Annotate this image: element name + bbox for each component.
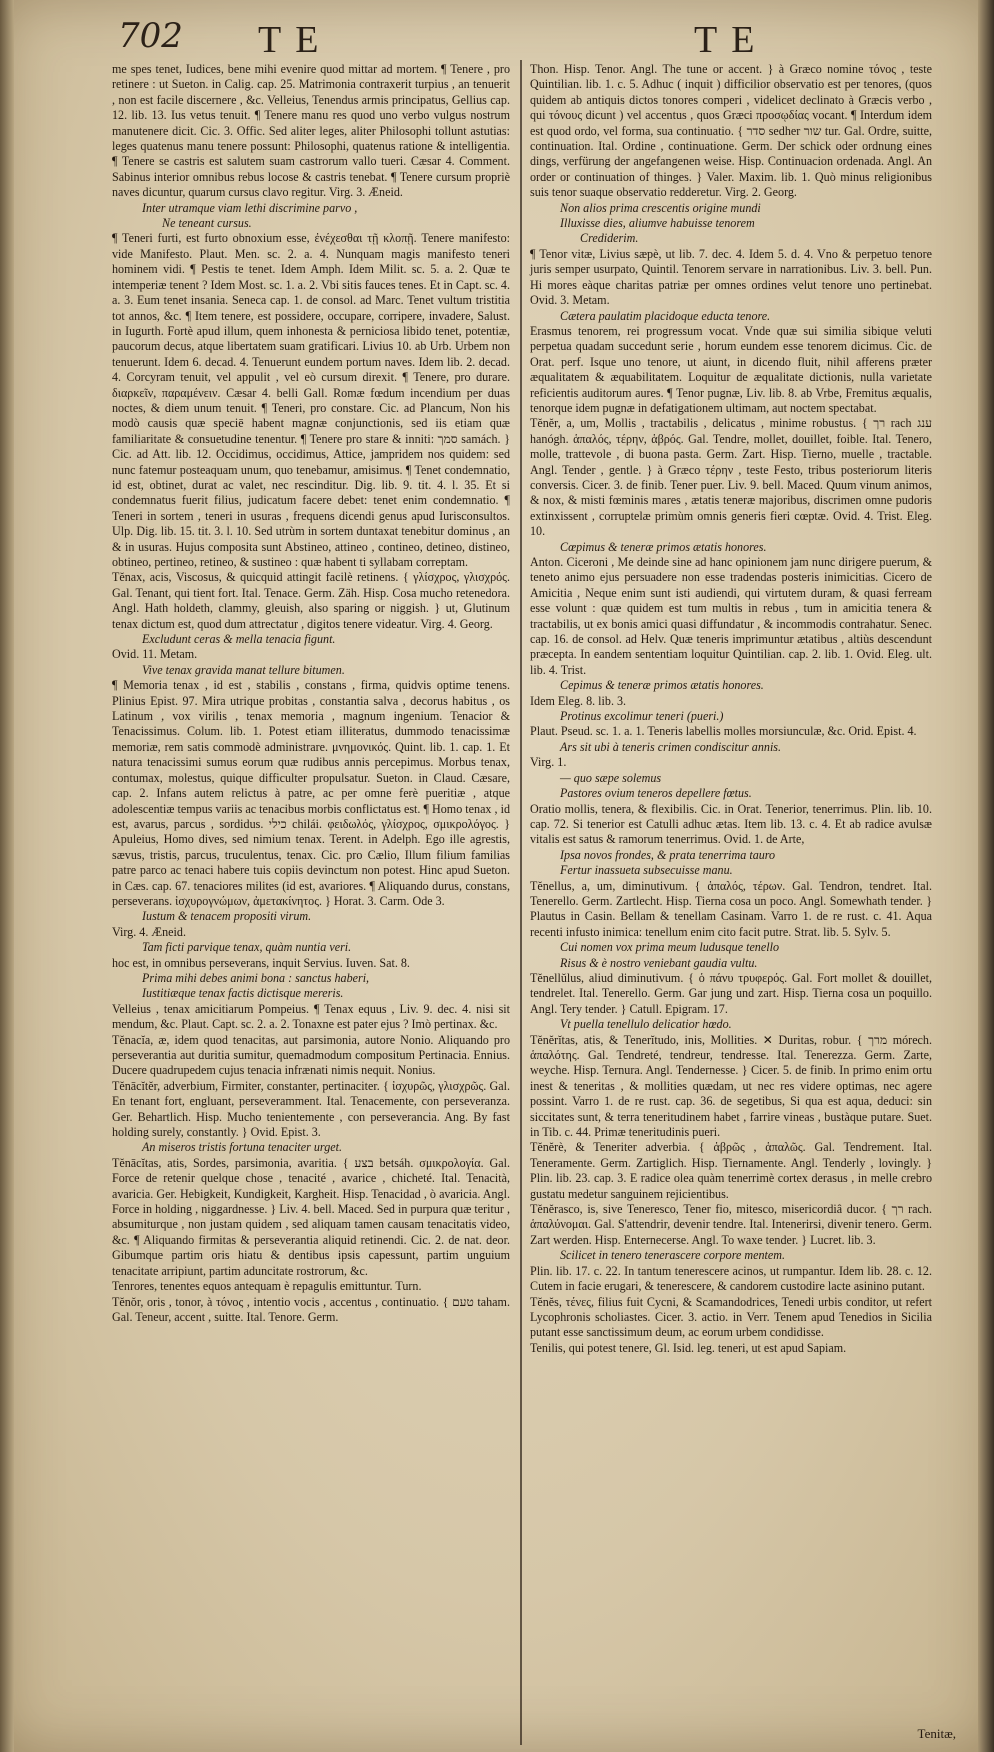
verse-quotation: Illuxisse dies, aliumve habuisse tenorem (560, 216, 755, 231)
verse-quotation: Vive tenax gravida manat tellure bitumen. (142, 662, 345, 677)
dictionary-entry: Tĕnĕs, τένες, filius fuit Cycni, & Scamandodrices, Tenedi urbis conditor, ut refert Lycophronis scholiastes. Cicer. 3. actio. in Verr. Tenem apud Tenedios in Sicilia putant esse sanctissimum deum, ac eorum urbem condidisse. (530, 1294, 932, 1340)
verse-quotation: Cepimus & teneræ primos ætatis honores. (560, 678, 764, 693)
dictionary-entry: Plaut. Pseud. sc. 1. a. 1. Teneris labellis molles morsiunculæ, &c. Orid. Epist. 4. (530, 724, 917, 739)
verse-quotation: Cœpimus & teneræ primos ætatis honores. (560, 539, 767, 554)
dictionary-entry: Tĕnācĭtĕr, adverbium, Firmiter, constanter, pertinaciter. { ἰσχυρῶς, γλισχρῶς. Gal. En tenant fort, engluant, perseveramment. Ital. Tenacemente, con perseveranza. Ger. Behartlich. Hisp. Mucho tenientemente , con perseverancia. Ang. By fast holding surely, constantly. } Ovid. Epist. 3. (112, 1078, 510, 1140)
verse-quotation: Cui nomen vox prima meum ludusque tenello (560, 940, 779, 955)
dictionary-entry: Tĕnacĭa, æ, idem quod tenacitas, aut parsimonia, autore Nonio. Aliquando pro perseverantia aut duritia sumitur, quemadmodum compositum Pertinacia. Ennius. Ducere quadrupedem cujus tenacia infrænati nimis nequit. Nonius. (112, 1032, 510, 1078)
dictionary-entry: ¶ Memoria tenax , id est , stabilis , constans , firma, quidvis optime tenens. Plinius Epist. 97. Mira utrique probitas , constantia salva , decorus habitus , os Latinum , vox virilis , tenax memoria , magnum ingenium. Tenacior & Tenacissimus. Colum. lib. 1. Potest etiam illiteratus, dummodo tenacissimæ memoriæ, rem satis commodè administrare. μνημονικός. Quint. lib. 1. cap. 1. Et natura tenacissimi sumus eorum quæ rudibus annis percepimus. Morbus tenax, contumax, molestus, quique difficulter propulsatur. Sueton. in Claud. Cæsare, cap. 2. Infans autem relictus à patre, ac per omne ferè pueritiæ , atque adolescentiæ tempus variis ac tenacibus morbis conflictatus est. ¶ Homo tenax , id est, avarus, parcus , sordidus. כילי chilái. φειδωλός, γλίσχρος, σμικρολόγος. } Apuleius, Homo dives, sed nimium tenax. Terent. in Adelph. Ego ille agrestis, sævus, tristis, parcus, truculentus, tenax. Cic. pro Cælio, Illum filium familias patre parco ac tenaci habere tuis copiis devinctum non potest. Hinc apud Sueton. in Cæs. cap. 67. tenaciores milites (id est, avariores. ¶ Aliquando durus, constans, perseverans. ἰσχυρογνώμων, ἀμετακίνητος. } Horat. 3. Carm. Ode 3. (112, 678, 511, 908)
catchword: Tenitæ, (917, 1726, 956, 1741)
running-head-right: TE (694, 19, 769, 61)
dictionary-entry: Thon. Hisp. Tenor. Angl. The tune or accent. } à Græco nomine τόνος , teste Quintilian. lib. 1. c. 5. Adhuc ( inquit ) difficilior observatio est per tenores, (quos quidem ab antiquis dictos tonores comperi , videlicet declinato à Græcis verbo , qui τόνους dicunt ) vel accentus , quos Græci προσῳδίας vocant. ¶ Interdum idem est quod ordo, vel forma, sua continuatio. { סדר sedher שור tur. Gal. Ordre, suitte, continuation. Ital. Ordine , continuatione. Germ. Der schick oder ordnung eines dings, verfürung der angefangenen weise. Hisp. Continuacion ordenada. Angl. An order or continuation of thinges. } Valer. Maxim. lib. 1. Quò minus religionibus suis tenor suaque observatio redderetur. Virg. 2. Georg. (530, 62, 932, 200)
page-edge-left (0, 0, 14, 1752)
column-divider (520, 60, 522, 1745)
verse-quotation: Pastores ovium teneros depellere fœtus. (560, 786, 752, 801)
dictionary-entry: Idem Eleg. 8. lib. 3. (530, 693, 627, 708)
dictionary-entry: Oratio mollis, tenera, & flexibilis. Cic. in Orat. Tenerior, tenerrimus. Plin. lib. 10. cap. 72. Si tenerior est Catulli adhuc ætas. Item lib. 13. c. 4. Et ab radice avulsæ vitalis est satus & ramorum tenerrimus. Ovid. 1. de Arte, (530, 801, 932, 847)
dictionary-entry: Erasmus tenorem, rei progressum vocat. Vnde quæ sui similia sibique veluti perpetua quadam succedunt serie , horum eundem esse tenorem dicimus. Cic. de Orat. perf. Isque uno tenore, ut aiunt, in dicendo fluit, nihil afferens præter æqualitatem & æquabilitatem. Loquitur de æqualitate dictionis, nulla varietate reficientis auditorum aures. ¶ Tenor pugnæ, Liv. lib. 8. ab Vrbe, Fremitus æqualis, tenorque idem pugnæ in defatigationem ultimam, aut noctem spectabat. (530, 323, 932, 415)
verse-quotation: — quo sæpe solemus (560, 770, 662, 785)
left-column (112, 62, 510, 1325)
dictionary-entry: Velleius , tenax amicitiarum Pompeius. ¶ Tenax equus , Liv. 9. dec. 4. nisi sit mendum, &c. Plaut. Capt. sc. 2. a. 2. Tonaxne est pater ejus ? Imò pertinax. &c. (112, 1001, 510, 1032)
dictionary-entry: Plin. lib. 17. c. 22. In tantum tenerescere acinos, ut rumpantur. Idem lib. 28. c. 12. Cutem in facie erugari, & tenerescere, & candorem custodire lacte asinino putant. (530, 1263, 932, 1294)
running-head-left: TE (258, 19, 333, 61)
page-edge-right (978, 0, 994, 1752)
dictionary-entry: Tĕnax, acis, Viscosus, & quicquid attingit facilè retinens. { γλίσχρος, γλισχρός. Gal. Tenant, qui tient fort. Ital. Tenace. Germ. Zäh. Hisp. Cosa mucho retenedora. Angl. Hath holdeth, clammy, gleuish, also sparing or niggish. } ut, Glutinum tenax dictum est, quod dum attrectatur , digitos tenere videatur. Virg. 4. Georg. (112, 570, 510, 631)
verse-quotation: Tam ficti parvique tenax, quàm nuntia veri. (142, 940, 352, 955)
verse-quotation: Excludunt ceras & mella tenacia figunt. (142, 632, 336, 647)
dictionary-entry: Tĕnĕrè, & Teneriter adverbia. { ἁβρῶς , ἁπαλῶς. Gal. Tendrement. Ital. Teneramente. Germ. Zartiglich. Hisp. Tiernamente. Angl. Tenderly , lovingly. } Plin. lib. 23. cap. 3. E radice olea quàm tenerrimè cortex derasus , in melle crebro gustatu medetur sanguinem rejicientibus. (530, 1140, 932, 1201)
dictionary-entry: Tĕnĕr, a, um, Mollis , tractabilis , delicatus , minime robustus. { רך rach ענג hanógh. ἁπαλός, τέρην, ἁβρός. Gal. Tendre, mollet, douillet, foible. Ital. Tenero, molle, trattevole , di buona pasta. Germ. Zart. Hisp. Tierno, muelle , tractable. Angl. Tender , gentle. } à Græco τέρην , teste Festo, tribus posteriorum literis conversis. Cicer. 3. de finib. Tener puer. Liv. 9. bell. Maced. Quum vinum animos, & nox, & misti fœminis mares , ætatis teneræ majoribus, discrimen omne pudoris extinxissent , corruptelæ primùm omnis generis fieri cœptæ. Ovid. 4. Trist. Eleg. 10. (530, 416, 932, 539)
dictionary-entry: Tĕnĕrasco, is, sive Tenerescо, Tener fio, mitesco, misericordiâ ducor. { רך rach. ἁπαλύνομαι. Gal. S'attendrir, devenir tendre. Ital. Intenerirsi, divenir tenero. Germ. Zart werden. Hisp. Enternecerse. Angl. To waxe tender. } Lucret. lib. 3. (530, 1202, 932, 1247)
dictionary-entry: Tĕnĕrĭtas, atis, & Tenerĭtudo, inis, Mollities. ✕ Duritas, robur. { מרך mórech. ἁπαλότης. Gal. Tendreté, tendreur, tendresse. Ital. Tenerezza. Germ. Zarte, weyche. Hisp. Ternura. Angl. Tendernesse. } Cicer. 5. de finib. In primo enim ortu inest & teneritas , & mollities quædam, ut nec res videre optimas, nec agere possint. Varro 1. de re rust. cap. 36. de segetibus, Si qua est aqua, deduci: sin siccitates sunt, & terra teneritudinem habet , farrire vineas , bustàque putare. Suet. in Tib. c. 44. Primæ teneritudinis pueri. (530, 1032, 932, 1140)
verse-quotation: Ars sit ubi à teneris crimen condiscitur annis. (560, 739, 782, 754)
dictionary-entry: me spes tenet, Iudices, bene mihi evenire quod mittar ad mortem. ¶ Tenere , pro retinere : ut Sueton. in Calig. cap. 25. Matrimonia contraxerit turpius , an tenuerit , non est facile discernere , &c. Velleius, Tenendus armis principatus, Gellius cap. 12. lib. 13. Ius vetus tenuit. ¶ Tenere manu res quod uno verbo vulgus nostrum manutenere dicit. Cic. 3. Offic. Sed aliter leges, aliter Philosophi tollunt astutias: leges quatenus manu tenere possunt: Philosophi, quatenus ratione & intelligentia. ¶ Tenere se castris est salutem suam castrorum vallo tueri. Cæsar 4. Comment. Sabinus interior omnibus rebus locose & castris tenebat. ¶ Tenere cursum propriè naves dicuntur, quarum cursus clavo regitur. Virg. 3. Æneid. (112, 62, 510, 200)
dictionary-entry: Anton. Ciceroni , Me deinde sine ad hanc opinionem jam nunc dirigere puerum, & teneto animo ejus persuadere non esse tradendas posteris inimicitias. Cicero de Amicitia , Neque enim sunt isti audiendi, qui virtutem duram, & quasi ferream esse volunt : quæ quidem est tum multis in rebus , tum in amicitia tenera & tractabilis, ut ex bonis amici quasi diffundatur , & incommodis contrahatur. Senec. cap. 16. de consol. ad Helv. Quæ teneris imprimuntur ætatibus , altiùs descendunt præcepta. In eandem sententiam loquitur Quintilian. cap. 2. lib. 1. Ovid. Eleg. ult. lib. 4. Trist. (530, 555, 932, 677)
verse-quotation: Vt puella tenellulo delicatior hœdo. (560, 1017, 732, 1032)
verse-quotation: An miseros tristis fortuna tenaciter urget. (142, 1140, 342, 1155)
verse-quotation: Scilicet in tenero tenerascere corpore mentem. (560, 1248, 785, 1263)
dictionary-entry: Ovid. 11. Metam. (112, 647, 198, 662)
dictionary-entry: Virg. 1. (530, 755, 567, 770)
verse-quotation: Non alios prima crescentis origine mundi (560, 200, 761, 215)
dictionary-entry: ¶ Tenor vitæ, Livius sæpè, ut lib. 7. dec. 4. Idem 5. d. 4. Vno & perpetuo tenore juris semper usurpato, Quintil. Tenorem servare in narrationibus. Liv. 3. bell. Pun. Hi mores eàque charitas patriæ per omnes ordines velut tenore uno pertinebat. Ovid. 3. Metam. (530, 246, 932, 308)
right-column (530, 62, 932, 1356)
verse-quotation: Protinus excolimur teneri (pueri.) (560, 709, 724, 724)
verse-quotation: Prima mihi debes animi bona : sanctus haberi, (142, 970, 370, 985)
dictionary-entry: hoc est, in omnibus perseverans, inquit Servius. Iuven. Sat. 8. (112, 955, 410, 970)
dictionary-entry: Tĕnellŭlus, aliud diminutivum. { ὁ πάνυ τρυφερός. Gal. Fort mollet & douillet, tendrelet. Ital. Tenerello. Germ. Gar jung und zart. Hisp. Tierna cosa un poquillo. Angl. Tery tender. } Catull. Epigram. 17. (530, 970, 932, 1016)
dictionary-entry: Tĕnācĭtas, atis, Sordes, parsimonia, avaritia. { בצע betsáh. σμικρολογία. Gal. Force de retenir quelque chose , tenacité , avarice , chicheté. Ital. Tenacità, avaricia. Ger. Hebigkeit, Kundigkeit, Kargheit. Hisp. Tenacidad , ò avaricia. Angl. Force in holding , niggardnesse. } Liv. 4. bell. Maced. Sed in purpura quæ teritur , absumiturque , non justam quidem , sed aliquam tamen causam tenacitatis video, &c. ¶ Aliquando firmitas & perseverantia aliquid retinendi. Cic. 2. de nat. deor. Gibumque partim oris hiatu & dentibus ipsis capessunt, partim unguium tenacitate arripiunt, partim aduncitate rostrorum, &c. (112, 1155, 511, 1278)
verse-quotation: Cætera paulatim placidoque educta tenore. (560, 308, 771, 323)
dictionary-entry: ¶ Teneri furti, est furto obnoxium esse, ἐνέχεσθαι τῇ κλοπῇ. Tenere manifesto: vide Manifesto. Plaut. Men. sc. 2. a. 4. Nunquam magis manifesto teneri hominem vidi. ¶ Pestis te tenet. Idem Amph. Idem Milit. sc. 5. a. 2. Quæ te intemperiæ tenent ? Idem Most. sc. 1. a. 2. Vbi sitis fauces tenes. Et in Capt. sc. 4. a. 3. Eum tenet insania. Seneca cap. 1. de consol. ad Marc. Tenet vultum tristitia tot annos, &c. ¶ Item tenere, est possidere, occupare, corripere, invadere, Salust. in Iugurth. Fortè apud illum, quem inhonesta & perniciosa libido tenet, potentiæ, paucorum decus, atque libertatem suam gratificari. Livius 10. ab Urb. Urbem non tenuerunt. Idem 6. decad. 4. Tenuerunt eundem portum naves. Idem lib. 2. decad. 4. Corcyram tenuit, vel appulit , vel eò cursum direxit. ¶ Tenere, pro durare. διαρκεῖν, παραμένειν. Cæsar 4. belli Gall. Romæ fœdum incendium per duas noctes, & diem unum tenuit. ¶ Teneri, pro constare. Cic. ad Plancum, Non his modò causis quæ speciē habent magnæ conjunctionis, sed iis etiam quæ familiaritate & consuetudine tenentur. ¶ Tenere pro stare & inniti: סמך samách. } Cic. ad Att. lib. 12. Occidimus, occidimus, Attice, jampridem nos quidem: sed nunc fatemur posteaquam unum, quo tenebamur, amisimus. ¶ Tenet condemnatio, id est, obtinet, durat ac valet, nec rescinditur. Dig. lib. 9. tit. 4. l. 35. Et si condemnatus fuerit filius, judicatum facere debet: tenet enim condemnatio. ¶ Teneri in sortem , teneri in usuras , frequens dicendi genus apud Iurisconsultos. Ulp. Dig. lib. 15. tit. 3. l. 10. Sed utrùm in sortem duntaxat tenebitur dominus , an & in usuras. Hujus composita sunt Abstineo, attineo , contineo, detineo, distineo, obtineo, pertineo, retineo, & sustineo : quæ habent ti syllabam correptam. (112, 231, 510, 569)
dictionary-entry: Tĕnŏr, oris , tonor, à τόνος , intentio vocis , accentus , continuatio. { טעם taham. Gal. Teneur, accent , suitte. Ital. Tenore. Germ. (112, 1294, 510, 1324)
verse-quotation: Risus & è nostro veniebant gaudia vultu. (560, 955, 758, 970)
verse-quotation: Inter utramque viam lethi discrimine parvo , (142, 200, 358, 215)
dictionary-entry: Tĕnellus, a, um, diminutivum. { ἁπαλός, τέρων. Gal. Tendron, tendret. Ital. Tenerello. Germ. Zartlecht. Hisp. Tierna cosa un poco. Angl. Somewhath tender. } Plautus in Casin. Bellam & tenellam Casinam. Varro 1. de re rust. c. 41. Aqua recenti infusto inimica: tenellum enim cito facit putre. Strat. lib. 5. Sylv. 5. (530, 878, 932, 939)
verse-quotation: Crediderim. (580, 231, 639, 246)
dictionary-entry: Tenilis, qui potest tenere, Gl. Isid. leg. teneri, ut est apud Sapiam. (530, 1340, 847, 1355)
verse-quotation: Ne teneant cursus. (162, 216, 252, 231)
dictionary-entry: Virg. 4. Æneid. (112, 924, 186, 939)
verse-quotation: Iustum & tenacem propositi virum. (142, 909, 312, 924)
dictionary-entry: Tenrores, tenentes equos antequam è repagulis emittuntur. Turn. (112, 1279, 422, 1294)
verse-quotation: Iustitiæque tenax factis dictisque mereris. (142, 986, 344, 1001)
verse-quotation: Fertur inassueta subsecuisse manu. (560, 863, 733, 878)
page-number: 702 (118, 16, 183, 56)
verse-quotation: Ipsa novos frondes, & prata tenerrima tauro (560, 847, 776, 862)
